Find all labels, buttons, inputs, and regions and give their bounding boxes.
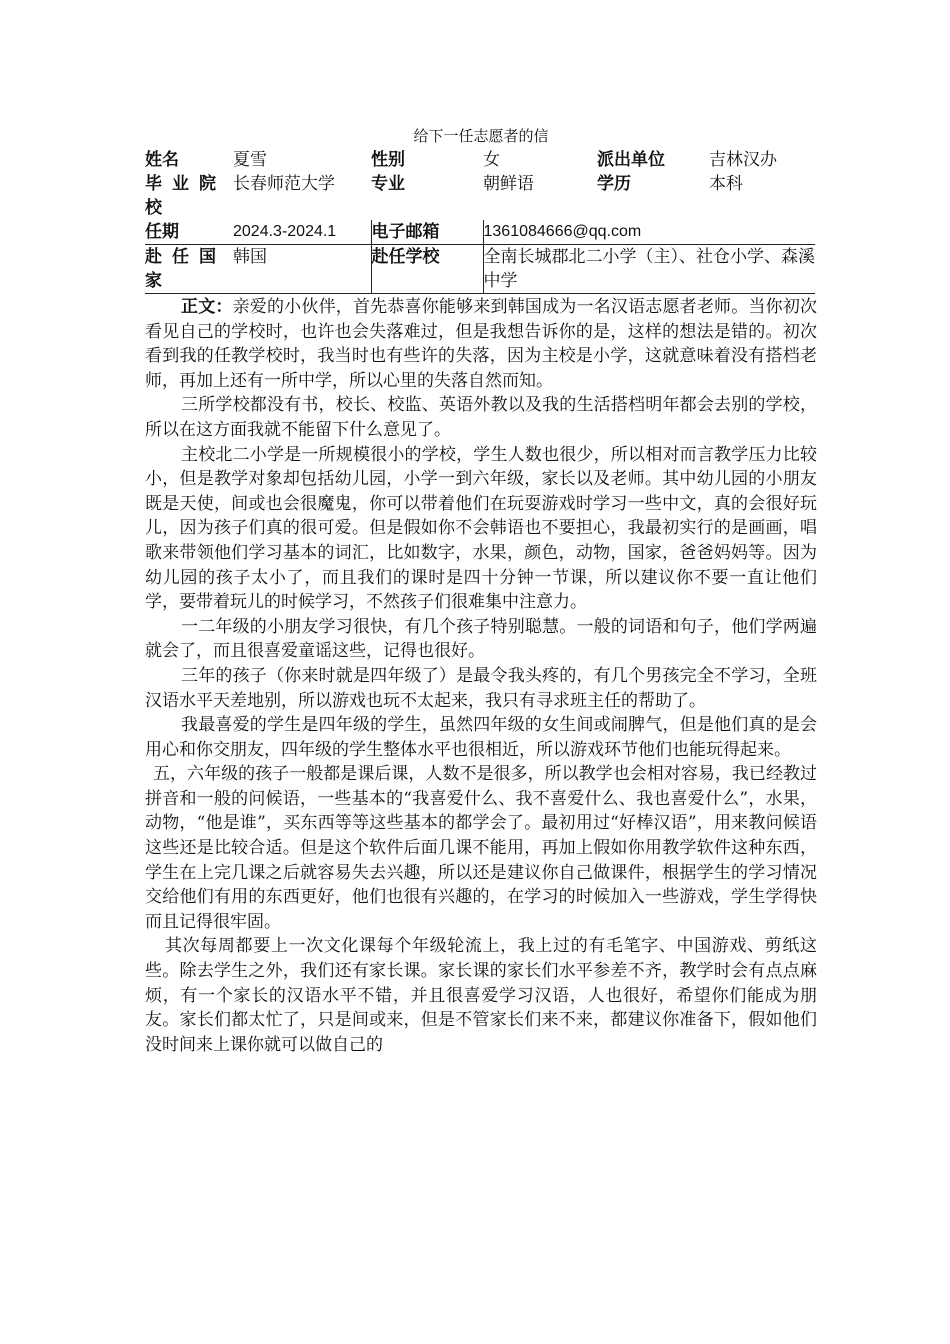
info-row-college — [145, 172, 815, 220]
info-row-country — [145, 245, 815, 294]
term-label: 任期 — [145, 220, 233, 245]
name-value: 夏雪 — [233, 150, 267, 170]
paragraph-1 — [145, 295, 817, 393]
dispatch-value: 吉林汉办 — [709, 150, 777, 170]
paragraph-4: 一二年级的小朋友学习很快，有几个孩子特别聪慧。一般的词语和句子，他们学两遍就会了，而且很喜爱童谣这些，记得也很好。 — [145, 616, 817, 662]
term-value: 2024.3-2024.1 — [233, 220, 371, 245]
document-title: 给下一任志愿者的信 — [413, 127, 549, 145]
email-value: 1361084666@qq.com — [483, 220, 815, 245]
major-label: 专业 — [371, 174, 405, 194]
paragraph-3: 主校北二小学是一所规模很小的学校，学生人数也很少，所以相对而言教学压力比较小，但是教学对象却包括幼儿园，小学一到六年级，家长以及老师。其中幼儿园的小朋友既是天使，间或也会很魔鬼，你可以带着他们在玩耍游戏时学习一些中文，真的会很好玩儿，因为孩子们真的很可爱。但是假如你不会韩语也不要担心，我最初实行的是画画，唱歌来带领他们学习基本的词汇，比如数字，水果，颜色，动物，国家，爸爸妈妈等。因为幼儿园的孩子太小了，而且我们的课时是四十分钟一节课，所以建议你不要一直让他们学，要带着玩儿的时候学习，不然孩子们很难集中注意力。 — [145, 444, 817, 613]
document-page — [145, 124, 817, 1057]
degree-value: 本科 — [709, 174, 743, 194]
college-value: 长春师范大学 — [233, 174, 335, 194]
country-value: 韩国 — [233, 245, 371, 294]
volunteer-info-table — [145, 148, 815, 294]
country-label: 赴任国家 — [145, 245, 233, 294]
letter-body — [145, 295, 817, 1057]
degree-label: 学历 — [597, 174, 631, 194]
dispatch-label: 派出单位 — [597, 150, 665, 170]
paragraph-7: 五，六年级的孩子一般都是课后课，人数不是很多，所以教学也会相对容易，我已经教过拼音和一般的问候语，一些基本的“我喜爱什么、我不喜爱什么、我也喜爱什么”，水果，动物，“他是谁”，买东西等等这些基本的都学会了。最初用过“好棒汉语”，用来教问候语这些还是比较合适。但是这个软件后面几课不能用，再加上假如你用教学软件这种东西，学生在上完几课之后就容易失去兴趣，所以还是建议你自己做课件，根据学生的学习情况交给他们有用的东西更好，他们也很有兴趣的，在学习的时候加入一些游戏，学生学得快而且记得很牢固。 — [145, 764, 817, 932]
paragraph-5: 三年的孩子（你来时就是四年级了）是最令我头疼的，有几个男孩完全不学习，全班汉语水平天差地别，所以游戏也玩不太起来，我只有寻求班主任的帮助了。 — [145, 665, 817, 711]
major-value: 朝鲜语 — [483, 174, 534, 194]
name-label: 姓名 — [145, 150, 179, 170]
paragraph-6: 我最喜爱的学生是四年级的学生，虽然四年级的女生间或闹脾气，但是他们真的是会用心和你交朋友，四年级的学生整体水平也很相近，所以游戏环节他们也能玩得起来。 — [145, 715, 817, 760]
paragraph-1-text: 亲爱的小伙伴，首先恭喜你能够来到韩国成为一名汉语志愿者老师。当你初次看见自己的学校时，也许也会失落难过，但是我想告诉你的是，这样的想法是错的。初次看到我的任教学校时，我当时也有些许的失落，因为主校是小学，这就意味着没有搭档老师，再加上还有一所中学，所以心里的失落自然而知。 — [145, 297, 818, 391]
info-row-name — [145, 148, 815, 172]
gender-value: 女 — [483, 150, 500, 170]
info-row-term — [145, 220, 815, 245]
school-value: 全南长城郡北二小学（主）、社仓小学、森溪中学 — [483, 245, 815, 294]
email-label: 电子邮箱 — [371, 220, 483, 245]
college-label: 毕业院校 — [145, 174, 226, 218]
school-label: 赴任学校 — [371, 245, 483, 294]
paragraph-8: 其次每周都要上一次文化课每个年级轮流上，我上过的有毛笔字、中国游戏、剪纸这些。除去学生之外，我们还有家长课。家长课的家长们水平参差不齐，教学时会有点点麻烦，有一个家长的汉语水平不错，并且很喜爱学习汉语，人也很好，希望你们能成为朋友。家长们都太忙了，只是间或来，但是不管家长们来不来，都建议你准备下，假如他们没时间来上课你就可以做自己的 — [145, 936, 817, 1055]
gender-label: 性别 — [371, 150, 405, 170]
paragraph-2: 三所学校都没有书，校长、校监、英语外教以及我的生活搭档明年都会去别的学校，所以在这方面我就不能留下什么意见了。 — [145, 395, 817, 440]
lead-label: 正文： — [181, 297, 233, 317]
